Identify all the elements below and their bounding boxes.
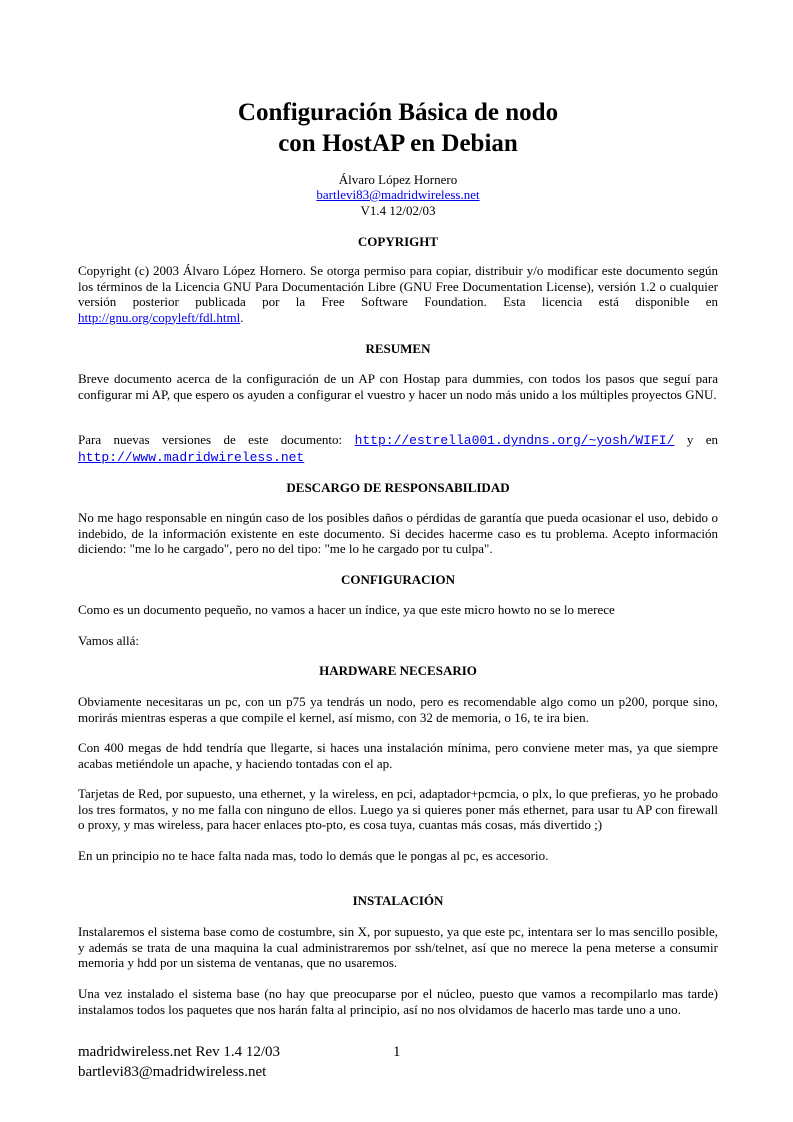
- page-footer: [78, 1042, 280, 1082]
- heading-resumen: RESUMEN: [365, 341, 431, 356]
- hardware-paragraph-3: Tarjetas de Red, por supuesto, una ethernet, y la wireless, en pci, adaptador+pcmcia, o plx, lo que prefieras, yo he probado los tres formatos, y no me falla con ninguno de ellos. Luego ya si quieres poner más ethernet, para usar tu AP con firewall o proxy, y mas wireless, para hacer enlaces pto-pto, es cosa tuya, cuantas más cosas, más divertido ;): [78, 786, 718, 832]
- author-email-link[interactable]: bartlevi83@madridwireless.net: [316, 187, 480, 202]
- heading-descargo: DESCARGO DE RESPONSABILIDAD: [286, 480, 510, 495]
- document-version: V1.4 12/02/03: [360, 203, 436, 218]
- heading-hardware: HARDWARE NECESARIO: [319, 663, 477, 678]
- resumen-paragraph-2: Para nuevas versiones de este documento: http://estrella001.dyndns.org/~yosh/WIFI/ y en http://www.madridwireless.net: [78, 432, 718, 465]
- instalacion-paragraph-1: Instalaremos el sistema base como de costumbre, sin X, por supuesto, ya que este pc, intentara ser lo mas sencillo posible, y además se trata de una maquina la cual administraremos por ssh/telnet, así que no merece la pena meterse a consumir memoria y hdd por un sistema de ventanas, que no usaremos.: [78, 924, 718, 970]
- copyright-paragraph: Copyright (c) 2003 Álvaro López Hornero. Se otorga permiso para copiar, distribuir y/o modificar este documento según los términos de la Licencia GNU Para Documentación Libre (GNU Free Documentation License), versión 1.2 o cualquier versión posterior publicada por la Free Software Foundation. Esta licencia está disponible en http://gnu.org/copyleft/fdl.html.: [78, 263, 718, 325]
- descargo-paragraph: No me hago responsable en ningún caso de los posibles daños o pérdidas de garantía que pueda ocasionar el uso, debido o indebido, de la información existente en este documento. Si decides hacerme caso es tu problema. Acepto información diciendo: "me lo he cargado", pero no del tipo: "me lo he cargado por tu culpa".: [78, 510, 718, 556]
- madridwireless-link[interactable]: http://www.madridwireless.net: [78, 449, 305, 465]
- hardware-paragraph-2: Con 400 megas de hdd tendría que llegarte, si haces una instalación mínima, pero conviene meter mas, ya que siempre acabas metiéndole un apache, y haciendo tontadas con el ap.: [78, 740, 718, 771]
- author-name: Álvaro López Hornero: [338, 172, 458, 187]
- hardware-paragraph-4: En un principio no te hace falta nada mas, todo lo demás que le pongas al pc, es accesorio.: [78, 848, 549, 863]
- resumen-paragraph-1: Breve documento acerca de la configuración de un AP con Hostap para dummies, con todos los pasos que seguí para configurar mi AP, que espero os ayuden a configurar el vuestro y hacer un nodo más unido a los múltiples proyectos GNU.: [78, 371, 718, 402]
- footer-email: bartlevi83@madridwireless.net: [78, 1064, 267, 1080]
- estrella-versions-link[interactable]: http://estrella001.dyndns.org/~yosh/WIFI/: [354, 433, 675, 448]
- heading-configuracion: CONFIGURACION: [340, 572, 456, 587]
- configuracion-paragraph-2: Vamos allá:: [78, 633, 140, 648]
- title-line-1: Configuración Básica de nodo: [237, 99, 559, 126]
- instalacion-paragraph-2: Una vez instalado el sistema base (no hay que preocuparse por el núcleo, puesto que vamos a recompilarlo mas tarde) instalamos todos los paquetes que nos harán falta al principio, así no nos olvidamos de hacerlo mas tarde uno a uno.: [78, 986, 718, 1017]
- page-number: 1: [393, 1044, 401, 1060]
- title-line-2: con HostAP en Debian: [278, 130, 518, 157]
- hardware-paragraph-1: Obviamente necesitaras un pc, con un p75 ya tendrás un nodo, pero es recomendable algo como un p200, porque sino, morirás mientras esperas a que compile el kernel, así mismo, con 32 de memoria, o 16, te ira bien.: [78, 694, 718, 725]
- document-title: [78, 97, 718, 159]
- heading-copyright: COPYRIGHT: [357, 234, 439, 249]
- heading-instalacion: INSTALACIÓN: [352, 893, 444, 908]
- configuracion-paragraph-1: Como es un documento pequeño, no vamos a hacer un índice, ya que este micro howto no se lo merece: [78, 602, 615, 617]
- fdl-license-link[interactable]: http://gnu.org/copyleft/fdl.html: [78, 309, 241, 325]
- footer-revision: madridwireless.net Rev 1.4 12/03: [78, 1044, 281, 1060]
